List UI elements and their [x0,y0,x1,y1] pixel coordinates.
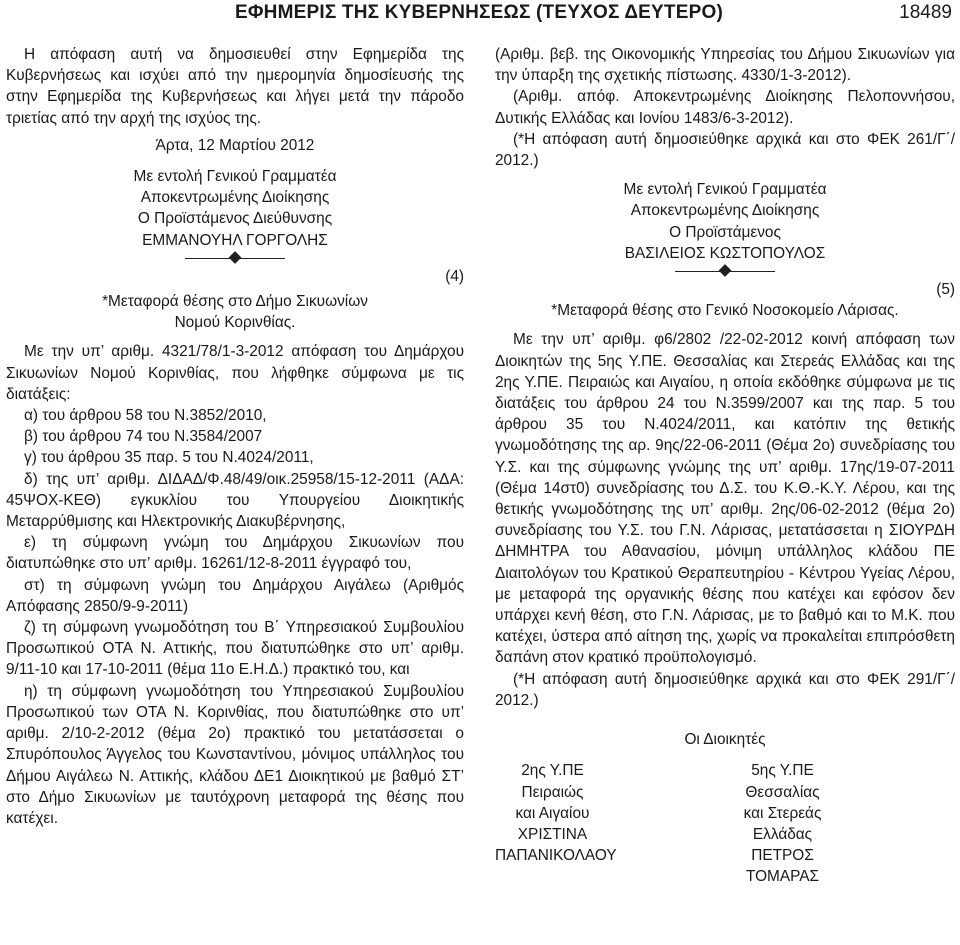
signatory-right-name: ΠΕΤΡΟΣ ΤΟΜΑΡΑΣ [745,847,820,886]
divider-ornament [185,252,285,266]
signatories-title: Οι Διοικητές [684,731,766,749]
reference-number: (5) [936,281,955,299]
section-heading: *Μεταφορά θέσης στο Γενικό Νοσοκομείο Λάρισας. [551,302,899,320]
page-header [0,0,960,34]
signature-line-2: Αποκεντρωμένης Διοίκησης [140,189,330,207]
intro-paragraph: Η απόφαση αυτή να δημοσιευθεί στην Εφημερίδα της Κυβερνήσεως και ισχύει από την ημερομηνία δημοσίευσής της στην Εφημερίδα της Κυβερνήσεως και λήγει μετά την πάροδο τριετίας από την αρχή της ισχύος της. [6,46,464,127]
body-paragraph: Με την υπ’ αριθμ. 4321/78/1-3-2012 απόφαση του Δημάρχου Σικυωνίων Νομού Κορινθίας, που λήφθηκε σύμφωνα με τις διατάξεις: [6,343,464,403]
section-heading-2: Νομού Κορινθίας. [174,314,296,332]
gazette-title: ΕΦΗΜΕΡΙΣ ΤΗΣ ΚΥΒΕΡΝΗΣΕΩΣ (ΤΕΥΧΟΣ ΔΕΥΤΕΡΟ) [235,2,723,23]
left-column [6,44,464,829]
divider-ornament [675,265,775,279]
body-paragraph: γ) του άρθρου 35 παρ. 5 του Ν.4024/2011, [24,449,314,467]
signatory-left [495,760,725,887]
place-date: Άρτα, 12 Μαρτίου 2012 [155,136,315,154]
body-paragraph: στ) τη σύμφωνη γνώμη του Δημάρχου Αιγάλεω (Αριθμός Απόφασης 2850/9-9-2011) [6,576,464,615]
signature-line-2: Αποκεντρωμένης Διοίκησης [630,202,820,220]
section-heading-1: *Μεταφορά θέσης στο Δήμο Σικυωνίων [102,293,368,311]
signature-name: ΒΑΣΙΛΕΙΟΣ ΚΩΣΤΟΠΟΥΛΟΣ [624,244,826,262]
signatories-row [495,760,955,887]
signatory-left-line-1: 2ης Υ.ΠΕ Πειραιώς [521,762,584,801]
signatory-right-line-1: 5ης Υ.ΠΕ Θεσσαλίας [745,762,820,801]
diamond-icon [719,264,732,277]
signature-line-3: Ο Προϊστάμενος [669,223,781,241]
continuation-paragraph: (Αριθμ. βεβ. της Οικονομικής Υπηρεσίας του Δήμου Σικυωνίων για την ύπαρξη της σχετικής πίστωσης. 4330/1-3-2012). [495,46,955,85]
diamond-icon [229,251,242,264]
signature-line-1: Με εντολή Γενικού Γραμματέα [133,168,337,186]
signature-line-1: Με εντολή Γενικού Γραμματέα [623,181,827,199]
body-paragraph: ε) τη σύμφωνη γνώμη του Δημάρχου Σικυωνίων που διατυπώθηκε στο υπ’ αριθμ. 16261/12-8-2011 έγγραφό του, [6,534,464,573]
signatory-right [725,760,955,887]
body-paragraph: δ) της υπ’ αριθμ. ΔΙΔΑΔ/Φ.48/49/οικ.25958/15-12-2011 (ΑΔΑ: 45ΨΟΧ-ΚΕΘ) εγκυκλίου του Υπουργείου Διοικητικής Μεταρρύθμισης και Ηλεκτρονικής Διακυβέρνησης, [6,470,464,531]
body-paragraph: β) του άρθρου 74 του Ν.3584/2007 [24,428,263,446]
signatory-left-line-2: και Αιγαίου [515,804,590,822]
signatory-left-name: ΧΡΙΣΤΙΝΑ ΠΑΠΑΝΙΚΟΛΑΟΥ [495,825,617,865]
signature-name: ΕΜΜΑΝΟΥΗΛ ΓΟΡΓΟΛΗΣ [142,231,328,249]
continuation-paragraph: (Αριθμ. απόφ. Αποκεντρωμένης Διοίκησης Πελοποννήσου, Δυτικής Ελλάδας και Ιονίου 1483/6-3-2012). [495,88,955,127]
reference-number: (4) [445,267,464,285]
body-paragraph: Με την υπ’ αριθμ. φ6/2802 /22-02-2012 κοινή απόφαση των Διοικητών της 5ης Υ.ΠΕ. Θεσσαλίας και Στερεάς Ελλάδας και της 2ης Υ.ΠΕ. Πειραιώς και Αιγαίου, η οποία εκδόθηκε σύμφωνα με τις διατάξεις του άρθρου 24 του Ν.3599/2007 και της παρ. 5 του άρθρου 35 του Ν.4024/2011, και κατόπιν της θετικής γνωμοδότησης της αρ. 9ης/22-06-2011 (Θέμα 2ο) συνεδρίασης του Υ.Σ. και της σύμφωνης γνώμης της υπ’ αριθμ. 17ης/19-07-2011 (Θέμα 14στ0) συνεδρίασης του Δ.Σ. του Κ.Θ.-Κ.Υ. Λέρου, και της θετικής γνωμοδότησης της υπ’ αριθμ. 2ης/06-02-2012 (θέμα 2ο) συνεδρίασης του Υ.Σ. του Γ.Ν. Λάρισας, μετατάσσεται η ΣΙΟΥΡΔΗ ΔΗΜΗΤΡΑ του Αθανασίου, μόνιμη υπάλληλος κλάδου ΠΕ Διαιτολόγων του Κρατικού Θεραπευτηρίου - Κέντρου Υγείας Λέρου, με μεταφορά της οργανικής θέσης που κατέχει και εφόσον δεν υπάρχει κενή θέση, στο Γ.Ν. Λάρισας, με το βαθμό και το Μ.Κ. που κατέχει, ύστερα από αίτηση της, χωρίς να προκαλείται επιπρόσθετη δαπάνη στον κρατικό προϋπολογισμό. [495,331,955,667]
body-paragraph: ζ) τη σύμφωνη γνωμοδότηση του Β΄ Υπηρεσιακού Συμβουλίου Προσωπικού ΟΤΑ Ν. Αττικής, που διατυπώθηκε στο υπ’ αριθμ. 9/11-10 και 17-10-2011 (θέμα 11ο Ε.Η.Δ.) πρακτικό του, και [6,619,464,679]
publication-note: (*Η απόφαση αυτή δημοσιεύθηκε αρχικά και στο ΦΕΚ 261/Γ΄/ 2012.) [495,130,955,170]
page-number: 18489 [899,2,952,23]
body-paragraph: η) τη σύμφωνη γνωμοδότηση του Υπηρεσιακού Συμβουλίου Προσωπικού των ΟΤΑ Ν. Κορινθίας, που διατυπώθηκε στο υπ’ αριθμ. 2/10-2-2012 (θέμα 2ο) πρακτικό του μετατάσσεται ο Σπυρόπουλος Άγγελος του Κωνσταντίνου, μόνιμος υπάλληλος του Δήμου Αιγάλεω Ν. Αττικής, κλάδου ΔΕ1 Διοικητικού με βαθμό ΣΤ’ στο Δήμο Σικυωνίων με ταυτόχρονη μεταφορά της θέσης που κατέχει. [6,682,464,827]
signature-line-3: Ο Προϊστάμενος Διεύθυνσης [137,210,333,228]
signatory-right-line-2: και Στερεάς Ελλάδας [743,804,822,843]
publication-note: (*Η απόφαση αυτή δημοσιεύθηκε αρχικά και στο ΦΕΚ 291/Γ΄/ 2012.) [495,670,955,709]
right-column [495,44,955,888]
body-paragraph: α) του άρθρου 58 του Ν.3852/2010, [24,407,267,425]
